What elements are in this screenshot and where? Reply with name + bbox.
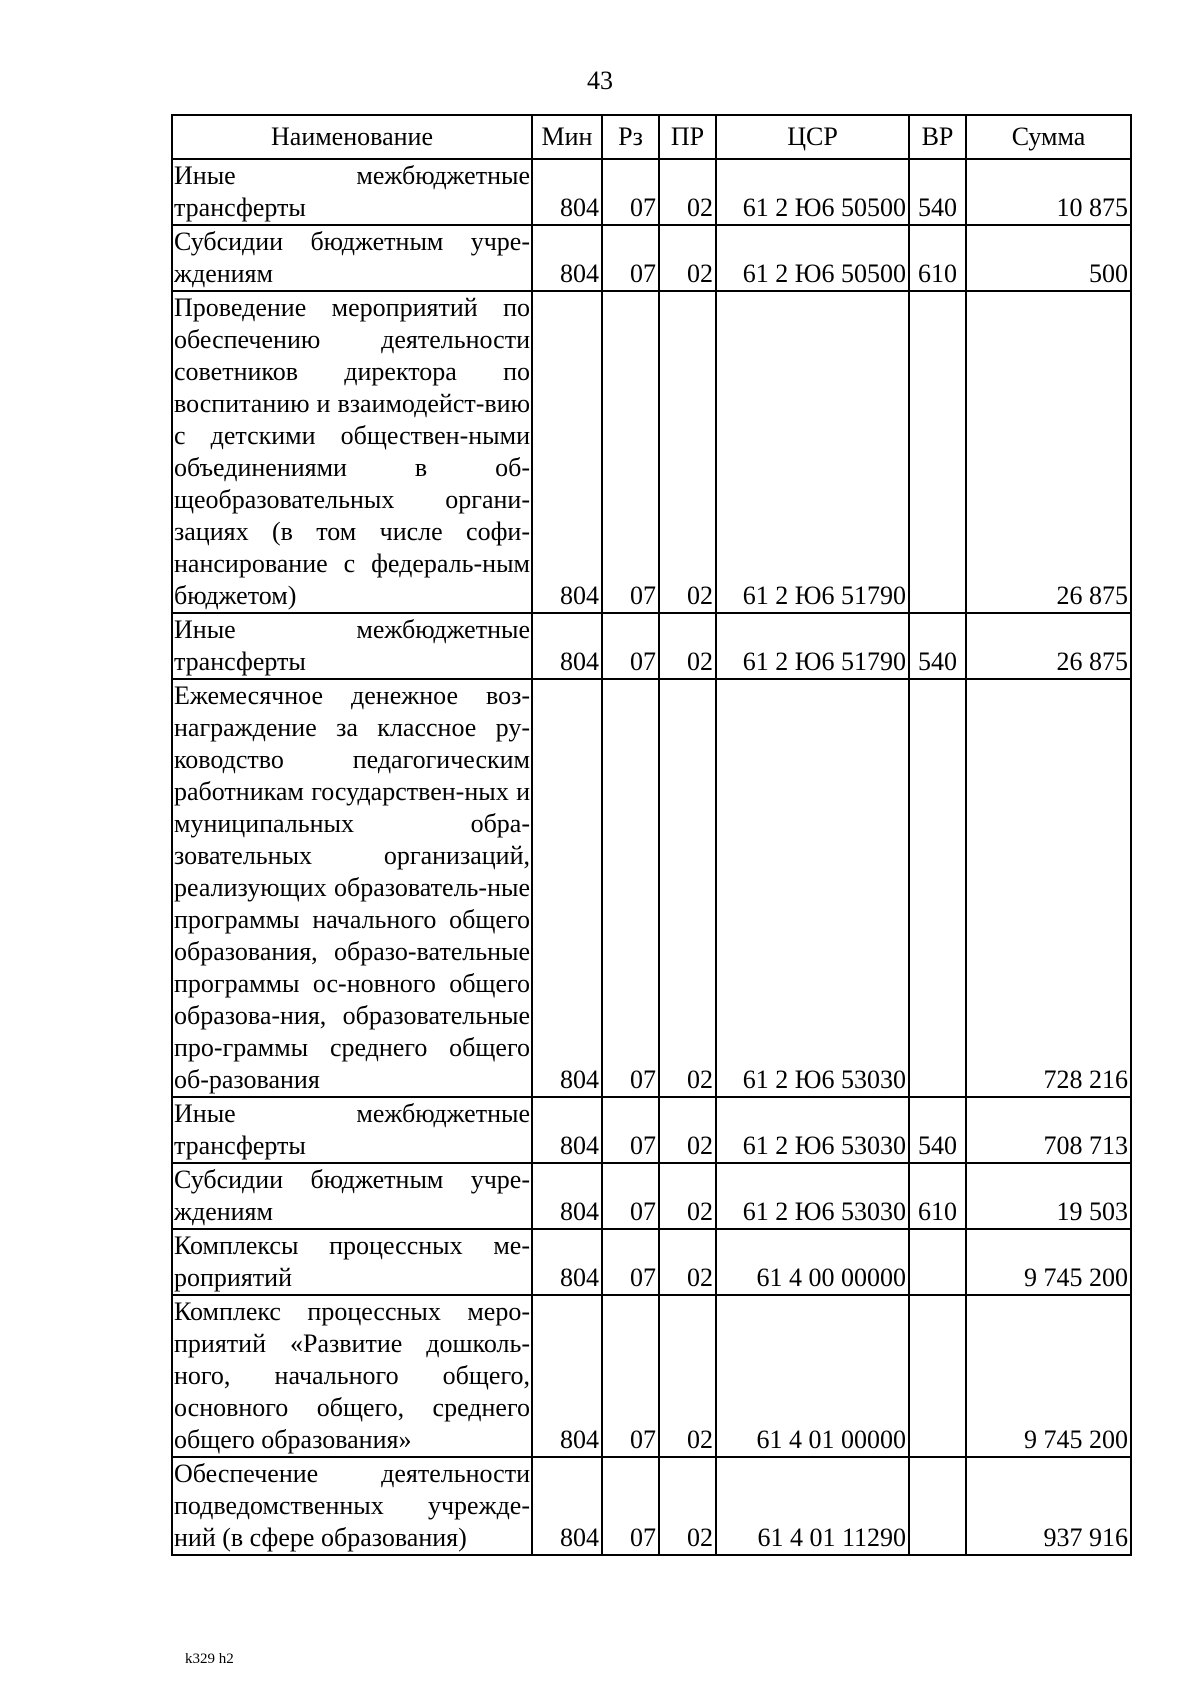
row-rz: 07 — [602, 159, 659, 225]
footer-document-code: k329 h2 — [185, 1651, 234, 1667]
row-vr: 540 — [909, 1097, 966, 1163]
page-number: 43 — [587, 66, 613, 95]
row-rz: 07 — [602, 1163, 659, 1229]
row-vr — [909, 1229, 966, 1295]
row-rz: 07 — [602, 679, 659, 1097]
row-rz: 07 — [602, 1097, 659, 1163]
row-pr: 02 — [659, 1163, 716, 1229]
row-rz: 07 — [602, 291, 659, 613]
row-pr: 02 — [659, 225, 716, 291]
row-vr — [909, 1295, 966, 1457]
row-min: 804 — [532, 1163, 602, 1229]
table-row — [172, 225, 1131, 291]
header-csr: ЦСР — [716, 115, 909, 159]
table-header-row — [172, 115, 1131, 159]
header-min: Мин — [532, 115, 602, 159]
row-csr: 61 2 Ю6 51790 — [716, 613, 909, 679]
row-name: Иные межбюджетные трансферты — [172, 1097, 532, 1163]
row-csr: 61 2 Ю6 53030 — [716, 679, 909, 1097]
row-pr: 02 — [659, 1295, 716, 1457]
row-min: 804 — [532, 679, 602, 1097]
row-pr: 02 — [659, 1457, 716, 1555]
row-sum: 10 875 — [966, 159, 1131, 225]
row-pr: 02 — [659, 1229, 716, 1295]
row-sum: 728 216 — [966, 679, 1131, 1097]
row-pr: 02 — [659, 159, 716, 225]
row-name: Иные межбюджетные трансферты — [172, 613, 532, 679]
table-row — [172, 1457, 1131, 1555]
row-csr: 61 4 01 00000 — [716, 1295, 909, 1457]
header-pr: ПР — [659, 115, 716, 159]
row-sum: 937 916 — [966, 1457, 1131, 1555]
row-name: Субсидии бюджетным учре-ждениям — [172, 1163, 532, 1229]
row-min: 804 — [532, 1457, 602, 1555]
row-min: 804 — [532, 1097, 602, 1163]
table-row — [172, 1295, 1131, 1457]
row-sum: 19 503 — [966, 1163, 1131, 1229]
row-csr: 61 2 Ю6 53030 — [716, 1097, 909, 1163]
row-csr: 61 2 Ю6 53030 — [716, 1163, 909, 1229]
row-rz: 07 — [602, 1229, 659, 1295]
row-csr: 61 4 00 00000 — [716, 1229, 909, 1295]
row-min: 804 — [532, 291, 602, 613]
table-row — [172, 679, 1131, 1097]
table-row — [172, 291, 1131, 613]
row-sum: 9 745 200 — [966, 1229, 1131, 1295]
header-name: Наименование — [172, 115, 532, 159]
row-rz: 07 — [602, 225, 659, 291]
row-rz: 07 — [602, 1295, 659, 1457]
row-pr: 02 — [659, 1097, 716, 1163]
row-sum: 9 745 200 — [966, 1295, 1131, 1457]
row-name: Проведение мероприятий по обеспечению деятельности советников директора по воспитанию и взаимодейст-вию с детскими обществен-ными объединениями в об-щеобразовательных органи-зациях (в том числе софи-нансирование с федераль-ным бюджетом) — [172, 291, 532, 613]
row-vr — [909, 679, 966, 1097]
table-row — [172, 613, 1131, 679]
row-min: 804 — [532, 1229, 602, 1295]
row-rz: 07 — [602, 613, 659, 679]
row-sum: 708 713 — [966, 1097, 1131, 1163]
row-min: 804 — [532, 225, 602, 291]
row-csr: 61 2 Ю6 50500 — [716, 225, 909, 291]
row-name: Комплекс процессных меро-приятий «Развитие дошколь-ного, начального общего, основного общего, среднего общего образования» — [172, 1295, 532, 1457]
row-vr: 540 — [909, 613, 966, 679]
row-vr: 610 — [909, 225, 966, 291]
header-vr: ВР — [909, 115, 966, 159]
row-csr: 61 2 Ю6 50500 — [716, 159, 909, 225]
row-vr: 610 — [909, 1163, 966, 1229]
row-rz: 07 — [602, 1457, 659, 1555]
row-name: Иные межбюджетные трансферты — [172, 159, 532, 225]
budget-table — [171, 114, 1132, 1556]
row-vr — [909, 291, 966, 613]
row-sum: 26 875 — [966, 291, 1131, 613]
row-name: Комплексы процессных ме-роприятий — [172, 1229, 532, 1295]
row-pr: 02 — [659, 613, 716, 679]
row-pr: 02 — [659, 679, 716, 1097]
row-vr: 540 — [909, 159, 966, 225]
table-row — [172, 1097, 1131, 1163]
row-name: Обеспечение деятельности подведомственных учрежде-ний (в сфере образования) — [172, 1457, 532, 1555]
row-sum: 26 875 — [966, 613, 1131, 679]
row-sum: 500 — [966, 225, 1131, 291]
row-pr: 02 — [659, 291, 716, 613]
row-min: 804 — [532, 159, 602, 225]
header-rz: Рз — [602, 115, 659, 159]
row-vr — [909, 1457, 966, 1555]
header-sum: Сумма — [966, 115, 1131, 159]
row-min: 804 — [532, 613, 602, 679]
row-name: Субсидии бюджетным учре-ждениям — [172, 225, 532, 291]
row-min: 804 — [532, 1295, 602, 1457]
table-row — [172, 159, 1131, 225]
table-row — [172, 1229, 1131, 1295]
row-csr: 61 2 Ю6 51790 — [716, 291, 909, 613]
table-row — [172, 1163, 1131, 1229]
row-name: Ежемесячное денежное воз-награждение за классное ру-ководство педагогическим работникам государствен-ных и муниципальных обра-зовательных организаций, реализующих образователь-ные программы начального общего образования, образо-вательные программы ос-новного общего образова-ния, образовательные про-граммы среднего общего об-разования — [172, 679, 532, 1097]
row-csr: 61 4 01 11290 — [716, 1457, 909, 1555]
